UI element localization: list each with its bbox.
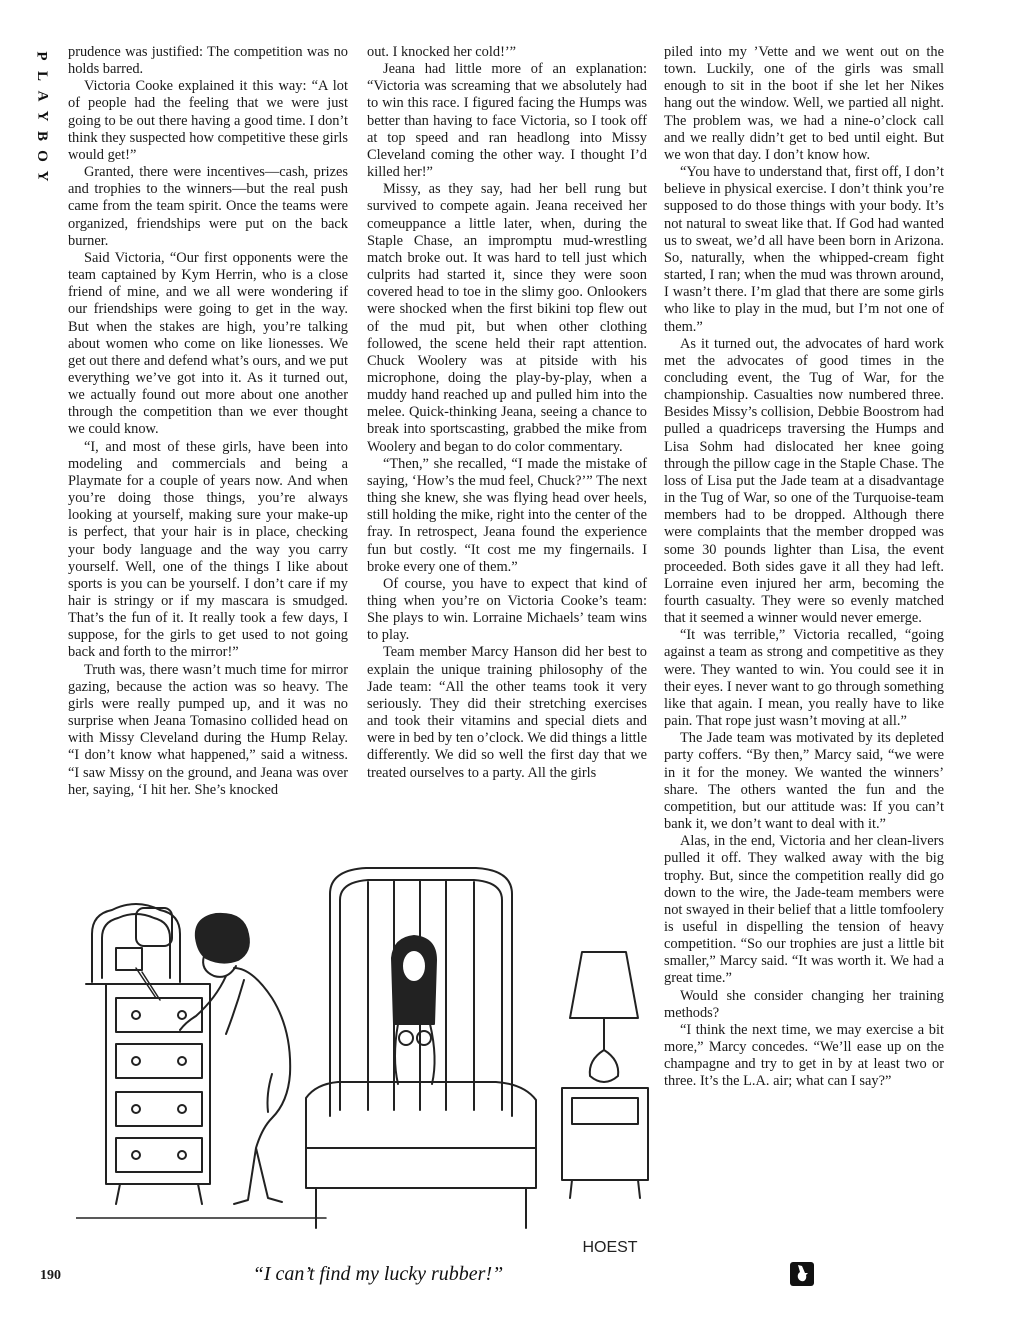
- paragraph: Would she consider changing her training methods?: [664, 987, 944, 1021]
- paragraph: Team member Marcy Hanson did her best to explain the unique training philosophy of the Jade team: “All the other teams took it very seriously. They did their stretching exercises and took their vitamins and special diets and were in bed by ten o’clock. We did things a little differently. We did so well the first day that we treated ourselves to a party. All the girls: [367, 644, 647, 781]
- rabbit-head-icon: [794, 1265, 810, 1283]
- rabbit-end-mark-icon: [790, 1262, 814, 1286]
- paragraph: Of course, you have to expect that kind of thing when you’re on Victoria Cooke’s team: She plays to win. Lorraine Michaels’ team wins to play.: [367, 575, 647, 644]
- bed-drawing: [306, 868, 536, 1228]
- paragraph: Victoria Cooke explained it this way: “A lot of people had the feeling that we were just going to be out there having a good time. I don’t think they suspected how competitive these girls would get!”: [68, 78, 348, 163]
- paragraph: As it turned out, the advocates of hard work met the advocates of good times in the concluding event, the Tug of War, for the championship. Casualties now numbered three. Besides Missy’s collision, Debbie Boostrom had pulled a quadriceps traversing the Humps and Lisa Sohm had dislocated her knee going through the pillow cage in the Staple Chase. The loss of Lisa put the Jade team at a disadvantage in the Tug of War, so one of the Turquoise-team members had to be dropped. Although there were complaints that the member dropped was some 30 pounds lighter than Lisa, the event proceeded. Both sides gave it all they had left. Lorraine even injured her arm, becoming the fourth casualty. They were so evenly matched that it seemed a winner would never emerge.: [664, 335, 944, 627]
- text-column-2: [367, 44, 647, 782]
- masthead-letter: L: [33, 70, 50, 82]
- paragraph: piled into my ’Vette and we went out on the town. Luckily, one of the girls was small enough to sit in the boot if she let her Nikes hang out the window. Well, we partied all night. The problem was, we had a nine-o’clock call and we really didn’t get to bed until eight. But we won that day. I don’t know how.: [664, 44, 944, 163]
- paragraph: out. I knocked her cold!’”: [367, 44, 517, 60]
- man-drawing: [180, 914, 290, 1204]
- masthead-letter: O: [33, 150, 50, 162]
- masthead-letter: Y: [34, 110, 50, 122]
- masthead-letter: Y: [34, 170, 50, 182]
- signature-text: HOEST: [582, 1239, 638, 1256]
- dresser-drawing: [106, 968, 210, 1204]
- page-number: 190: [40, 1268, 61, 1283]
- woman-drawing: [392, 936, 436, 1084]
- masthead-letter: P: [33, 51, 50, 61]
- paragraph: “I, and most of these girls, have been into modeling and commercials and being a Playmate for a couple of years now. And when you’re doing those things, you’re always looking at yourself, making sure your make-up is perfect, that your hair is in place, checking your body language and the way you carry yourself. Well, one of the things I like about sports is you can be yourself. I don’t care if my hair is stringy or if my mascara is smudged. That’s the fun of it. It really took a few days, I suppose, for the girls to get used to not going back and forth to the mirror!”: [68, 438, 348, 661]
- mirror-drawing: [86, 904, 188, 984]
- masthead-letter: B: [33, 130, 50, 142]
- text-column-3: [664, 44, 944, 1091]
- paragraph: “You have to understand that, first off, I don’t believe in physical exercise. I don’t think you’re supposed to do those things with your body. It’s not natural to sweat like that. If God had wanted us to sweat, we’d all have been born in Arizona. So, naturally, when the whipped-cream fight started, I ran; when the mud was thrown around, I wasn’t there. I’m glad that there are some girls who like to play in the mud, but I’m not one of them.”: [664, 164, 944, 335]
- nightstand-drawing: [562, 952, 648, 1198]
- paragraph: Granted, there were incentives—cash, prizes and trophies to the winners—but the real push came from the team spirit. Once the teams were organized, friendships were put on the back burner.: [68, 164, 348, 249]
- masthead-letter: A: [34, 90, 50, 102]
- paragraph: The Jade team was motivated by its depleted party coffers. “By then,” Marcy said, “we were in it for the money. We wanted the winners’ share. The others wanted the fun and the competition, but our attitude was: If you can’t bank it, we don’t want to deal with it.”: [664, 730, 944, 833]
- paragraph: “Then,” she recalled, “I made the mistake of saying, ‘How’s the mud feel, Chuck?’” The next thing she knew, she was flying head over heels, still holding the mike, right into the center of the fray. In retrospect, Jeana found the experience fun but costly. “It cost me my fingernails. I broke every one of them.”: [367, 455, 647, 575]
- masthead: [30, 46, 54, 186]
- cartoon-illustration: [76, 848, 658, 1266]
- paragraph: Alas, in the end, Victoria and her clean-livers pulled it off. They walked away with the big trophy. But, since the competition really did go down to the wire, the Jade-team members were not swayed in their belief that a little tomfoolery is useful in dispelling the tension of heavy competition. “So our trophies are just a little bit smaller,” Marcy said. “It was worth it. We had a great time.”: [664, 833, 944, 987]
- paragraph: Jeana had little more of an explanation: “Victoria was screaming that we absolutely had to win this race. I figured facing the Humps was better than having to face Victoria, so I took off at top speed and ran headlong into Missy Cleveland coming the other way. I thought I’d killed her!”: [367, 61, 647, 181]
- paragraph: Missy, as they say, had her bell rung but survived to compete again. Jeana received her comeuppance a little later, when, during the Staple Chase, an impromptu mud-wrestling match broke out. It was hard to tell just which culprits had started it, since they were soon covered head to toe in the slimy goo. Onlookers were shocked when the first bikini top flew out of the mud pit, but when other clothing followed, the scene held their rapt attention. Chuck Woolery was at pitside with his microphone, doing the play-by-play, when a muddy hand reached up and pulled him into the melee. Quick-thinking Jeana, seeing a chance to break into sportscasting, grabbed the mike from Woolery and began to do color commentary.: [367, 181, 647, 455]
- paragraph: “It was terrible,” Victoria recalled, “going against a team as strong and competitive as they were. They wanted to win. You could see it in their eyes. I never want to go through something like that again. I mean, you really have to like pain. That rope just wasn’t moving at all.”: [664, 627, 944, 730]
- text-column-1: [68, 44, 348, 799]
- paragraph: Said Victoria, “Our first opponents were the team captained by Kym Herrin, who is a close friend of mine, and we all were wondering if our friendships were going to get in the way. But when the stakes are high, you’re talking about women who come on like lionesses. We get out there and defend what’s ours, and we put everything we’ve got into it. As it turned out, we actually found out more about one another through the competition than we ever thought we could know.: [68, 249, 348, 438]
- paragraph: “I think the next time, we may exercise a bit more,” Marcy concedes. “We’ll ease up on the champagne and try to get in by at least two or three. It’s the L.A. air; what can I say?”: [664, 1021, 944, 1090]
- paragraph: Truth was, there wasn’t much time for mirror gazing, because the action was so heavy. The girls were really pumped up, and it was no surprise when Jeana Tomasino collided head on with Missy Cleveland during the Hump Relay. “I don’t know what happened,” said a witness. “I saw Missy on the ground, and Jeana was over her, saying, ‘I hit her. She’s knocked: [68, 661, 348, 798]
- cartoon-caption: “I can’t find my lucky rubber!”: [252, 1263, 504, 1285]
- paragraph: prudence was justified: The competition was no holds barred.: [68, 44, 348, 78]
